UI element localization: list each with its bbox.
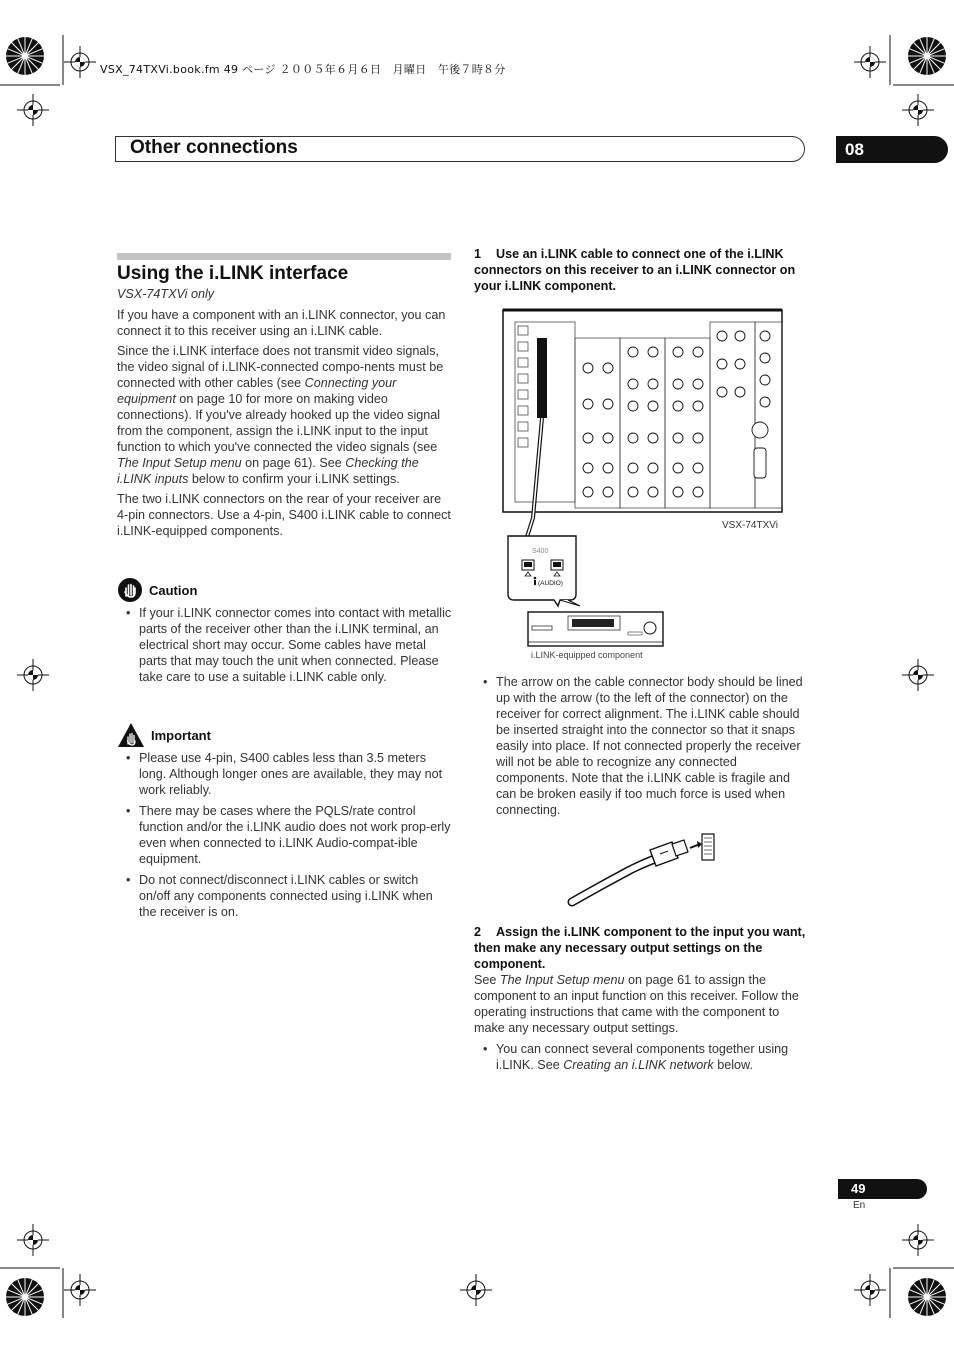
- caution-hand-icon: [117, 577, 143, 603]
- important-list: [117, 750, 453, 920]
- audio-label: (AUDIO): [538, 580, 563, 587]
- caution-label: Caution: [149, 582, 198, 598]
- ilink-connector-callout: [508, 536, 576, 606]
- chapter-title: Other connections: [130, 137, 298, 158]
- section-title: Using the i.LINK interface: [117, 263, 349, 284]
- important-item: • Do not connect/disconnect i.LINK cables or switch on/off any components connected using i.LINK when the receiver is on.: [117, 872, 453, 920]
- connector-paragraph: The two i.LINK connectors on the rear of your receiver are 4-pin connectors. Use a 4-pin, S400 i.LINK cable to connect i.LINK-equipped components.: [117, 492, 451, 538]
- chapter-number-tab: 08: [836, 136, 948, 163]
- ref-input-setup-menu: The Input Setup menu: [117, 456, 242, 470]
- ilink-cable-plug-illustration: [560, 826, 720, 914]
- step-1-number: 1: [474, 247, 482, 261]
- important-heading: [117, 722, 453, 748]
- important-label: Important: [151, 727, 211, 743]
- step-2-paragraph: See The Input Setup menu on page 61 to assign the component to an input function on this receiver. Follow the operating instructions that came with the component to make any necessary output settings.: [474, 973, 799, 1035]
- left-column-intro: [117, 307, 453, 539]
- step-1-heading: [474, 246, 808, 294]
- step-1-text: Use an i.LINK cable to connect one of the i.LINK connectors on this receiver to an i.LINK connector on your i.LINK component.: [474, 247, 796, 293]
- network-bullet: • You can connect several components together using i.LINK. See Creating an i.LINK network below.: [474, 1041, 808, 1073]
- step-2-body: [474, 972, 808, 1073]
- important-item: • Please use 4-pin, S400 cables less than 3.5 meters long. Although longer ones are available, they may not work reliably.: [117, 750, 453, 798]
- alignment-bullet-list: [474, 674, 808, 818]
- step-2-number: 2: [474, 925, 482, 939]
- ref-creating-ilink-network: Creating an i.LINK network: [563, 1058, 714, 1072]
- s400-label: S400: [532, 548, 549, 555]
- component-caption: i.LINK-equipped component: [531, 650, 643, 660]
- step-2-text: Assign the i.LINK component to the input you want, then make any necessary output settings on the component.: [474, 925, 806, 971]
- intro-paragraph: If you have a component with an i.LINK connector, you can connect it to this receiver using an i.LINK cable.: [117, 308, 446, 338]
- ref-input-setup-menu: The Input Setup menu: [499, 973, 625, 987]
- video-signal-paragraph: Since the i.LINK interface does not transmit video signals, the video signal of i.LINK-connected compo-nents must be connected with other cables (see Connecting your equipment on page 10 for more on making video connections). If you've already hooked up the video signal from the component, assign the i.LINK input to the input function to which you've connected the video signals (see The Input Setup menu on page 61). See Checking the i.LINK inputs below to confirm your i.LINK settings.: [117, 344, 444, 486]
- page-language: En: [853, 1200, 866, 1211]
- alignment-bullet: • The arrow on the cable connector body should be lined up with the arrow (to the left of the connector) on the receiver for correct alignment. The i.LINK cable should be inserted straight into the connector so that it snaps easily into place. If not connected properly the receiver will not be able to recognize any connected components. Note that the i.LINK cable is fragile and can be broken easily if too much force is used when connecting.: [474, 674, 808, 818]
- caution-list: [117, 605, 453, 685]
- caution-heading: [117, 577, 453, 603]
- step-2-heading: [474, 924, 808, 972]
- receiver-model-label: VSX-74TXVi: [722, 520, 778, 531]
- ref-checking-ilink-inputs: Checking the i.LINK inputs: [117, 456, 419, 486]
- section-rule: [117, 253, 451, 260]
- caution-item: • If your i.LINK connector comes into contact with metallic parts of the receiver other than the i.LINK terminal, an electrical short may occur. Some cables have metal parts that may touch the unit when connected. Please take care to use a suitable i.LINK cable only.: [117, 605, 453, 685]
- ilink-logo-icon: [534, 577, 537, 585]
- ilink-connection-diagram: [500, 308, 790, 668]
- important-warning-icon: [117, 722, 145, 748]
- section-subtitle: VSX-74TXVi only: [117, 287, 215, 301]
- important-item: • There may be cases where the PQLS/rate control function and/or the i.LINK audio does not work prop-erly even when connected to i.LINK Audio-compat-ible equipment.: [117, 803, 453, 867]
- page-number: 49: [838, 1179, 927, 1199]
- ref-connecting-equipment: Connecting your equipment: [117, 376, 397, 406]
- print-job-header: VSX_74TXVi.book.fm 49 ページ ２００５年６月６日 月曜日 午後７時８分: [100, 63, 506, 76]
